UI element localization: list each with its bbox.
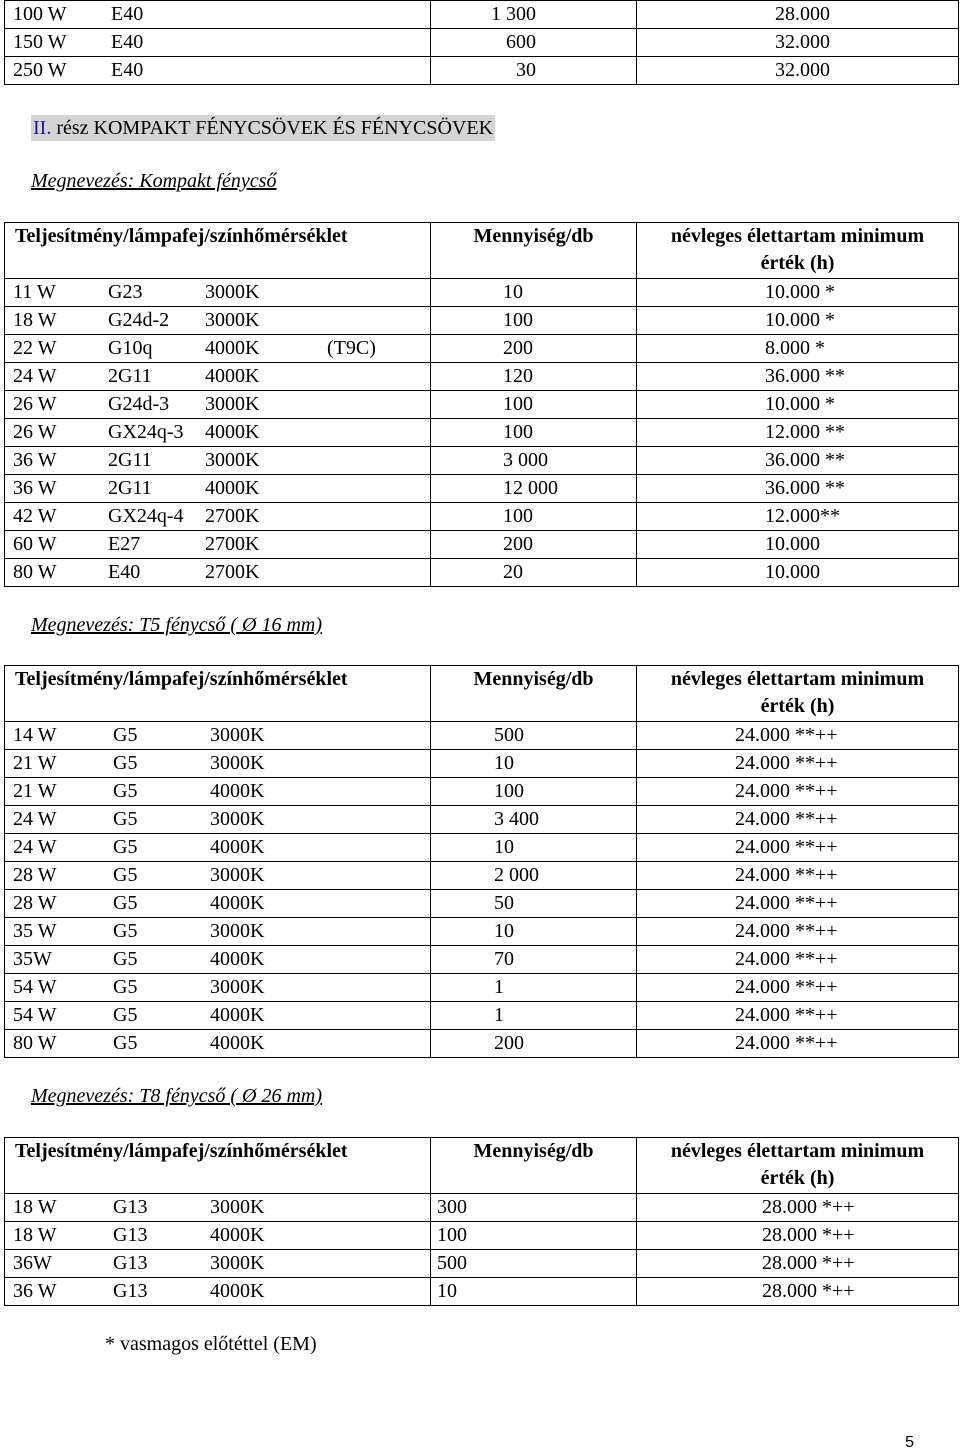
lifetime-cell: 10.000 [637,531,959,559]
header-col3 [637,1138,959,1194]
header-col3-line1: névleges élettartam minimum [670,668,925,690]
header-col3-line1: névleges élettartam minimum [670,225,925,247]
quantity-cell: 70 [431,946,637,974]
lamp-base: G13 [113,1196,148,1218]
table-row [5,890,959,918]
color-temp: 4000K [210,1280,265,1302]
quantity-cell: 12 000 [431,475,637,503]
lamp-base: G5 [113,1032,138,1054]
lamp-base: G10q [108,337,153,359]
table-row [5,279,959,307]
table-row [5,1222,959,1250]
quantity-cell: 500 [431,722,637,750]
lamp-base: G24d-2 [108,309,170,331]
quantity-cell: 1 300 [431,1,637,29]
lamp-base: E40 [111,31,144,53]
quantity-cell: 10 [431,1278,637,1306]
spec-cell [5,1278,431,1306]
quantity-cell: 50 [431,890,637,918]
lifetime-cell: 24.000 **++ [637,806,959,834]
table-row [5,1194,959,1222]
color-temp: 2700K [205,561,260,583]
spec-cell [5,1222,431,1250]
wattage: 80 W [13,561,57,583]
lamp-base: G5 [113,780,138,802]
lifetime-cell: 36.000 ** [637,475,959,503]
header-col2: Mennyiség/db [431,1138,637,1194]
lifetime-cell: 12.000** [637,503,959,531]
color-temp: 3000K [210,808,265,830]
table-row [5,806,959,834]
spec-cell [5,363,431,391]
spec-cell [5,503,431,531]
table-row [5,722,959,750]
lifetime-cell: 32.000 [637,29,959,57]
header-col3 [637,223,959,279]
quantity-cell: 1 [431,1002,637,1030]
color-temp: 4000K [210,892,265,914]
color-temp: 4000K [210,836,265,858]
table-row [5,750,959,778]
lifetime-cell: 10.000 * [637,391,959,419]
quantity-cell: 3 000 [431,447,637,475]
color-temp: 3000K [205,449,260,471]
section1-title: Megnevezés: Kompakt fénycső [31,170,277,192]
header-col3-line2: érték (h) [760,1167,835,1189]
lifetime-cell: 12.000 ** [637,419,959,447]
table-row [5,531,959,559]
spec-cell [5,29,431,57]
lifetime-cell: 24.000 **++ [637,974,959,1002]
table-row [5,918,959,946]
color-temp: 3000K [210,864,265,886]
spec-cell [5,391,431,419]
lifetime-cell: 24.000 **++ [637,1030,959,1058]
lamp-base: G5 [113,1004,138,1026]
lamp-base: GX24q-4 [108,505,184,527]
table-row [5,778,959,806]
table-row [5,57,959,85]
lamp-base: 2G11 [108,449,152,471]
quantity-cell: 100 [431,391,637,419]
wattage: 60 W [13,533,57,555]
lifetime-cell: 28.000 [637,1,959,29]
wattage: 24 W [13,808,57,830]
wattage: 11 W [13,281,56,303]
quantity-cell: 300 [431,1194,637,1222]
color-temp: 4000K [210,1004,265,1026]
quantity-cell: 3 400 [431,806,637,834]
table-row [5,475,959,503]
lamp-base: E27 [108,533,141,555]
table-row [5,1278,959,1306]
wattage: 24 W [13,365,57,387]
color-temp: 3000K [205,393,260,415]
header-col2: Mennyiség/db [431,666,637,722]
spec-cell [5,974,431,1002]
header-col1: Teljesítmény/lámpafej/színhőmérséklet [5,1138,431,1194]
quantity-cell: 20 [431,559,637,587]
color-temp: 3000K [205,309,260,331]
spec-cell [5,279,431,307]
lamp-base: G5 [113,836,138,858]
table-row [5,307,959,335]
lifetime-cell: 8.000 * [637,335,959,363]
wattage: 54 W [13,976,57,998]
lamp-base: G5 [113,976,138,998]
lifetime-cell: 24.000 **++ [637,862,959,890]
quantity-cell: 100 [431,503,637,531]
wattage: 36W [13,1252,52,1274]
table-row [5,503,959,531]
lamp-base: G5 [113,752,138,774]
wattage: 28 W [13,864,57,886]
color-temp: 4000K [210,1032,265,1054]
spec-cell [5,946,431,974]
quantity-cell: 10 [431,918,637,946]
header-col3-line2: érték (h) [760,695,835,717]
wattage: 21 W [13,780,57,802]
header-col1: Teljesítmény/lámpafej/színhőmérséklet [5,666,431,722]
quantity-cell: 200 [431,1030,637,1058]
spec-cell [5,806,431,834]
spec-cell [5,890,431,918]
lamp-base: E40 [108,561,141,583]
color-temp: 3000K [210,976,265,998]
lifetime-cell: 36.000 ** [637,447,959,475]
quantity-cell: 10 [431,279,637,307]
wattage: 22 W [13,337,57,359]
quantity-cell: 2 000 [431,862,637,890]
color-temp: 4000K [205,365,260,387]
color-temp: 4000K [205,421,260,443]
spec-cell [5,559,431,587]
lamp-base: G5 [113,920,138,942]
wattage: 35 W [13,920,57,942]
table-row [5,834,959,862]
wattage: 14 W [13,724,57,746]
lifetime-cell: 24.000 **++ [637,834,959,862]
lamp-base: GX24q-3 [108,421,184,443]
spec-cell [5,1194,431,1222]
header-col2: Mennyiség/db [431,223,637,279]
color-temp: 4000K [210,780,265,802]
part-prefix: II. [33,117,52,139]
quantity-cell: 200 [431,335,637,363]
color-temp: 4000K [210,948,265,970]
spec-cell [5,722,431,750]
lamp-base: E40 [111,59,144,81]
section1-table [4,222,959,587]
spec-cell [5,419,431,447]
spec-cell [5,531,431,559]
header-col3-line2: érték (h) [760,252,835,274]
quantity-cell: 120 [431,363,637,391]
wattage: 28 W [13,892,57,914]
quantity-cell: 500 [431,1250,637,1278]
spec-cell [5,862,431,890]
wattage: 18 W [13,1224,57,1246]
lamp-base: G5 [113,724,138,746]
section3-table [4,1137,959,1306]
wattage: 21 W [13,752,57,774]
table-row [5,1002,959,1030]
lamp-base: 2G11 [108,365,152,387]
lifetime-cell: 24.000 **++ [637,722,959,750]
wattage: 42 W [13,505,57,527]
spec-cell [5,57,431,85]
table-row [5,335,959,363]
table-row [5,391,959,419]
wattage: 24 W [13,836,57,858]
header-col3 [637,666,959,722]
quantity-cell: 10 [431,750,637,778]
page-number: 5 [905,1434,914,1451]
section2-table [4,665,959,1058]
wattage: 80 W [13,1032,57,1054]
wattage: 250 W [13,59,67,81]
lifetime-cell: 28.000 *++ [637,1250,959,1278]
spec-cell [5,778,431,806]
wattage: 36 W [13,449,57,471]
table-row [5,862,959,890]
lifetime-cell: 24.000 **++ [637,918,959,946]
spec-cell [5,1030,431,1058]
table-row [5,29,959,57]
table-row [5,1250,959,1278]
lamp-base: G5 [113,808,138,830]
table-row [5,363,959,391]
color-temp: 4000K [205,337,260,359]
lifetime-cell: 28.000 *++ [637,1278,959,1306]
spec-cell [5,834,431,862]
wattage: 36 W [13,1280,57,1302]
footnote: * vasmagos előtéttel (EM) [105,1333,317,1355]
color-temp: 3000K [210,920,265,942]
lifetime-cell: 10.000 * [637,279,959,307]
color-temp: 3000K [210,724,265,746]
header-col3-line1: névleges élettartam minimum [670,1140,925,1162]
lifetime-cell: 32.000 [637,57,959,85]
quantity-cell: 200 [431,531,637,559]
color-temp: 3000K [205,281,260,303]
lamp-base: E40 [111,3,144,25]
table-row [5,419,959,447]
lamp-base: G5 [113,864,138,886]
table-row [5,559,959,587]
color-temp: 4000K [210,1224,265,1246]
wattage: 26 W [13,393,57,415]
lifetime-cell: 10.000 [637,559,959,587]
lifetime-cell: 24.000 **++ [637,778,959,806]
spec-cell [5,307,431,335]
wattage: 35W [13,948,52,970]
table-row [5,946,959,974]
lamp-type: (T9C) [327,337,376,359]
wattage: 26 W [13,421,57,443]
spec-cell [5,335,431,363]
top-table [4,0,959,85]
spec-cell [5,750,431,778]
wattage: 18 W [13,309,57,331]
lamp-base: G13 [113,1252,148,1274]
section2-title: Megnevezés: T5 fénycső ( Ø 16 mm) [31,614,323,636]
lamp-base: G5 [113,892,138,914]
spec-cell [5,1002,431,1030]
quantity-cell: 600 [431,29,637,57]
lifetime-cell: 24.000 **++ [637,946,959,974]
wattage: 18 W [13,1196,57,1218]
wattage: 100 W [13,3,67,25]
spec-cell [5,918,431,946]
section3-title: Megnevezés: T8 fénycső ( Ø 26 mm) [31,1085,323,1107]
spec-cell [5,475,431,503]
lifetime-cell: 28.000 *++ [637,1222,959,1250]
table-row [5,974,959,1002]
lifetime-cell: 10.000 * [637,307,959,335]
part-heading [31,115,495,141]
lamp-base: G5 [113,948,138,970]
quantity-cell: 100 [431,778,637,806]
spec-cell [5,447,431,475]
lamp-base: G24d-3 [108,393,170,415]
lifetime-cell: 24.000 **++ [637,890,959,918]
quantity-cell: 100 [431,419,637,447]
quantity-cell: 10 [431,834,637,862]
color-temp: 3000K [210,752,265,774]
lamp-base: G13 [113,1224,148,1246]
quantity-cell: 100 [431,307,637,335]
lifetime-cell: 24.000 **++ [637,1002,959,1030]
quantity-cell: 1 [431,974,637,1002]
color-temp: 4000K [205,477,260,499]
lamp-base: G13 [113,1280,148,1302]
table-row [5,1,959,29]
wattage: 36 W [13,477,57,499]
wattage: 54 W [13,1004,57,1026]
lifetime-cell: 24.000 **++ [637,750,959,778]
wattage: 150 W [13,31,67,53]
table-row [5,447,959,475]
color-temp: 2700K [205,505,260,527]
quantity-cell: 100 [431,1222,637,1250]
header-col1: Teljesítmény/lámpafej/színhőmérséklet [5,223,431,279]
lifetime-cell: 36.000 ** [637,363,959,391]
spec-cell [5,1,431,29]
lamp-base: 2G11 [108,477,152,499]
part-title: rész KOMPAKT FÉNYCSÖVEK ÉS FÉNYCSÖVEK [51,117,494,139]
lifetime-cell: 28.000 *++ [637,1194,959,1222]
lamp-base: G23 [108,281,143,303]
color-temp: 3000K [210,1252,265,1274]
color-temp: 3000K [210,1196,265,1218]
spec-cell [5,1250,431,1278]
quantity-cell: 30 [431,57,637,85]
color-temp: 2700K [205,533,260,555]
table-row [5,1030,959,1058]
